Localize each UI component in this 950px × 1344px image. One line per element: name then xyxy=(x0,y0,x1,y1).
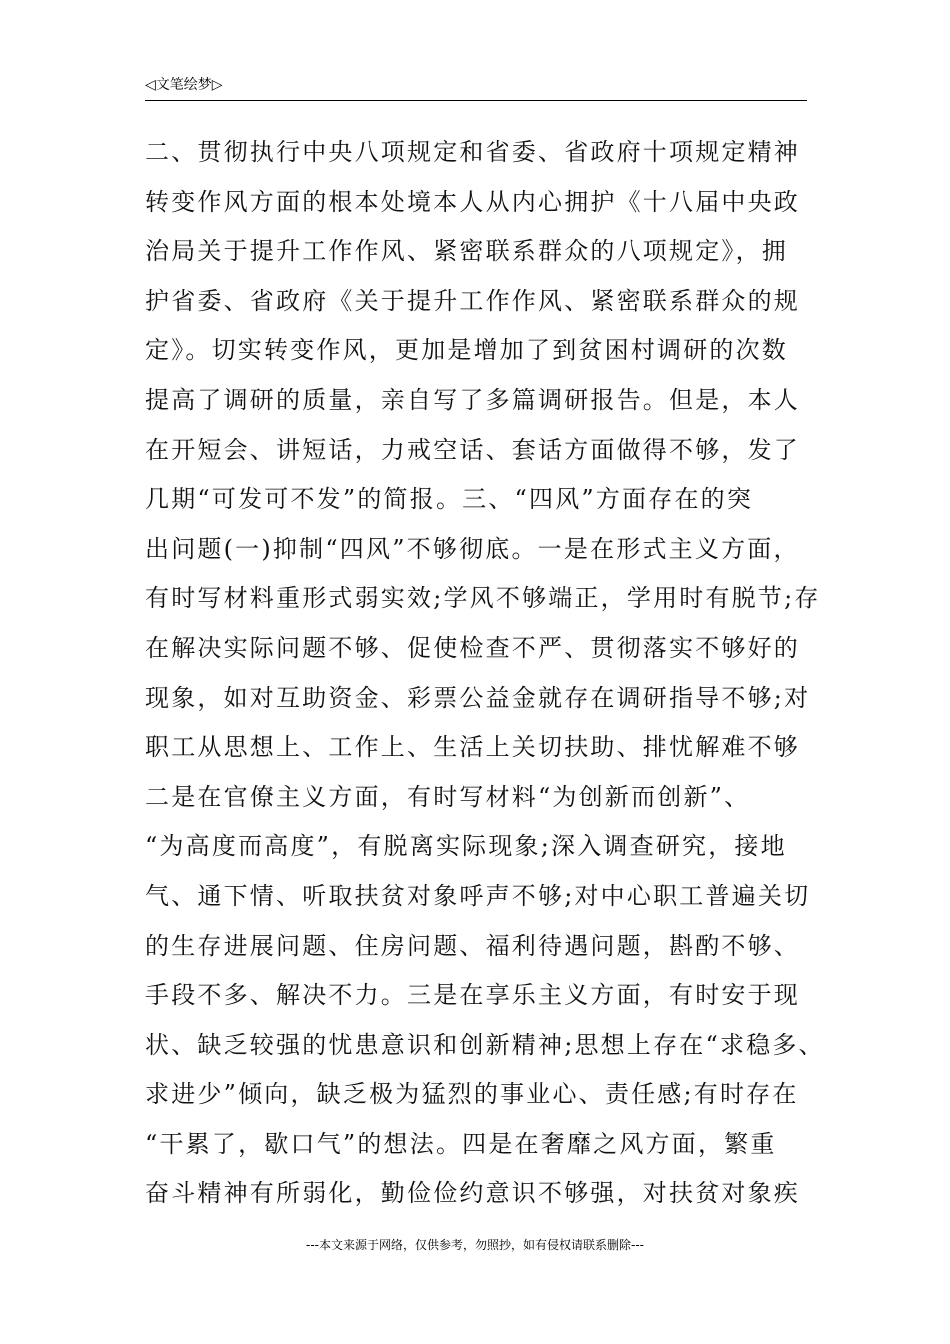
body-line: 的生存进展问题、住房问题、福利待遇问题，斟酌不够、 xyxy=(145,931,800,960)
body-line: 手段不多、解决不力。三是在享乐主义方面，有时安于现 xyxy=(145,981,800,1010)
body-line: 二是在官僚主义方面，有时写材料“为创新而创新”、 xyxy=(145,782,751,811)
body-line: 护省委、省政府《关于提升工作作风、紧密联系群众的规 xyxy=(145,286,800,315)
body-line: 在解决实际问题不够、促使检查不严、贯彻落实不够好的 xyxy=(145,633,800,662)
document-body xyxy=(145,128,825,1219)
body-line: 职工从思想上、工作上、生活上关切扶助、排忧解难不够 xyxy=(145,733,800,762)
body-line: 气、通下情、听取扶贫对象呼声不够;对中心职工普遍关切 xyxy=(145,881,811,910)
header-brand: ◁文笔绘梦▷ xyxy=(145,77,223,93)
body-line: 转变作风方面的根本处境本人从内心拥护《十八届中央政 xyxy=(145,187,800,216)
page-header xyxy=(145,72,807,101)
body-line: 在开短会、讲短话，力戒空话、套话方面做得不够，发了 xyxy=(145,435,800,464)
body-line: 现象，如对互助资金、彩票公益金就存在调研指导不够;对 xyxy=(145,683,811,712)
body-line: “干累了，歇口气”的想法。四是在奢靡之风方面，繁重 xyxy=(145,1129,777,1158)
body-line: 奋斗精神有所弱化，勤俭俭约意识不够强，对扶贫对象疾 xyxy=(145,1179,800,1208)
body-line: 几期“可发可不发”的简报。三、“四风”方面存在的突 xyxy=(145,485,754,514)
body-line: 求进少”倾向，缺乏极为猛烈的事业心、责任感;有时存在 xyxy=(145,1080,799,1109)
body-line: “为高度而高度”，有脱离实际现象;深入调查研究，接地 xyxy=(145,832,787,861)
body-line: 提高了调研的质量，亲自写了多篇调研报告。但是，本人 xyxy=(145,385,800,414)
body-line: 定》。切实转变作风，更加是增加了到贫困村调研的次数 xyxy=(145,336,788,365)
body-line: 治局关于提升工作作风、紧密联系群众的八项规定》，拥 xyxy=(145,237,788,266)
body-line: 有时写材料重形式弱实效;学风不够端正，学用时有脱节;存 xyxy=(145,584,821,613)
footer-notice: ---本文来源于网络，仅供参考，勿照抄，如有侵权请联系删除--- xyxy=(306,1238,644,1252)
body-line: 出问题(一)抑制“四风”不够彻底。一是在形式主义方面， xyxy=(145,534,800,563)
body-line: 二、贯彻执行中央八项规定和省委、省政府十项规定精神 xyxy=(145,138,800,166)
body-line: 状、缺乏较强的忧患意识和创新精神;思想上存在“求稳多、 xyxy=(145,1030,825,1059)
